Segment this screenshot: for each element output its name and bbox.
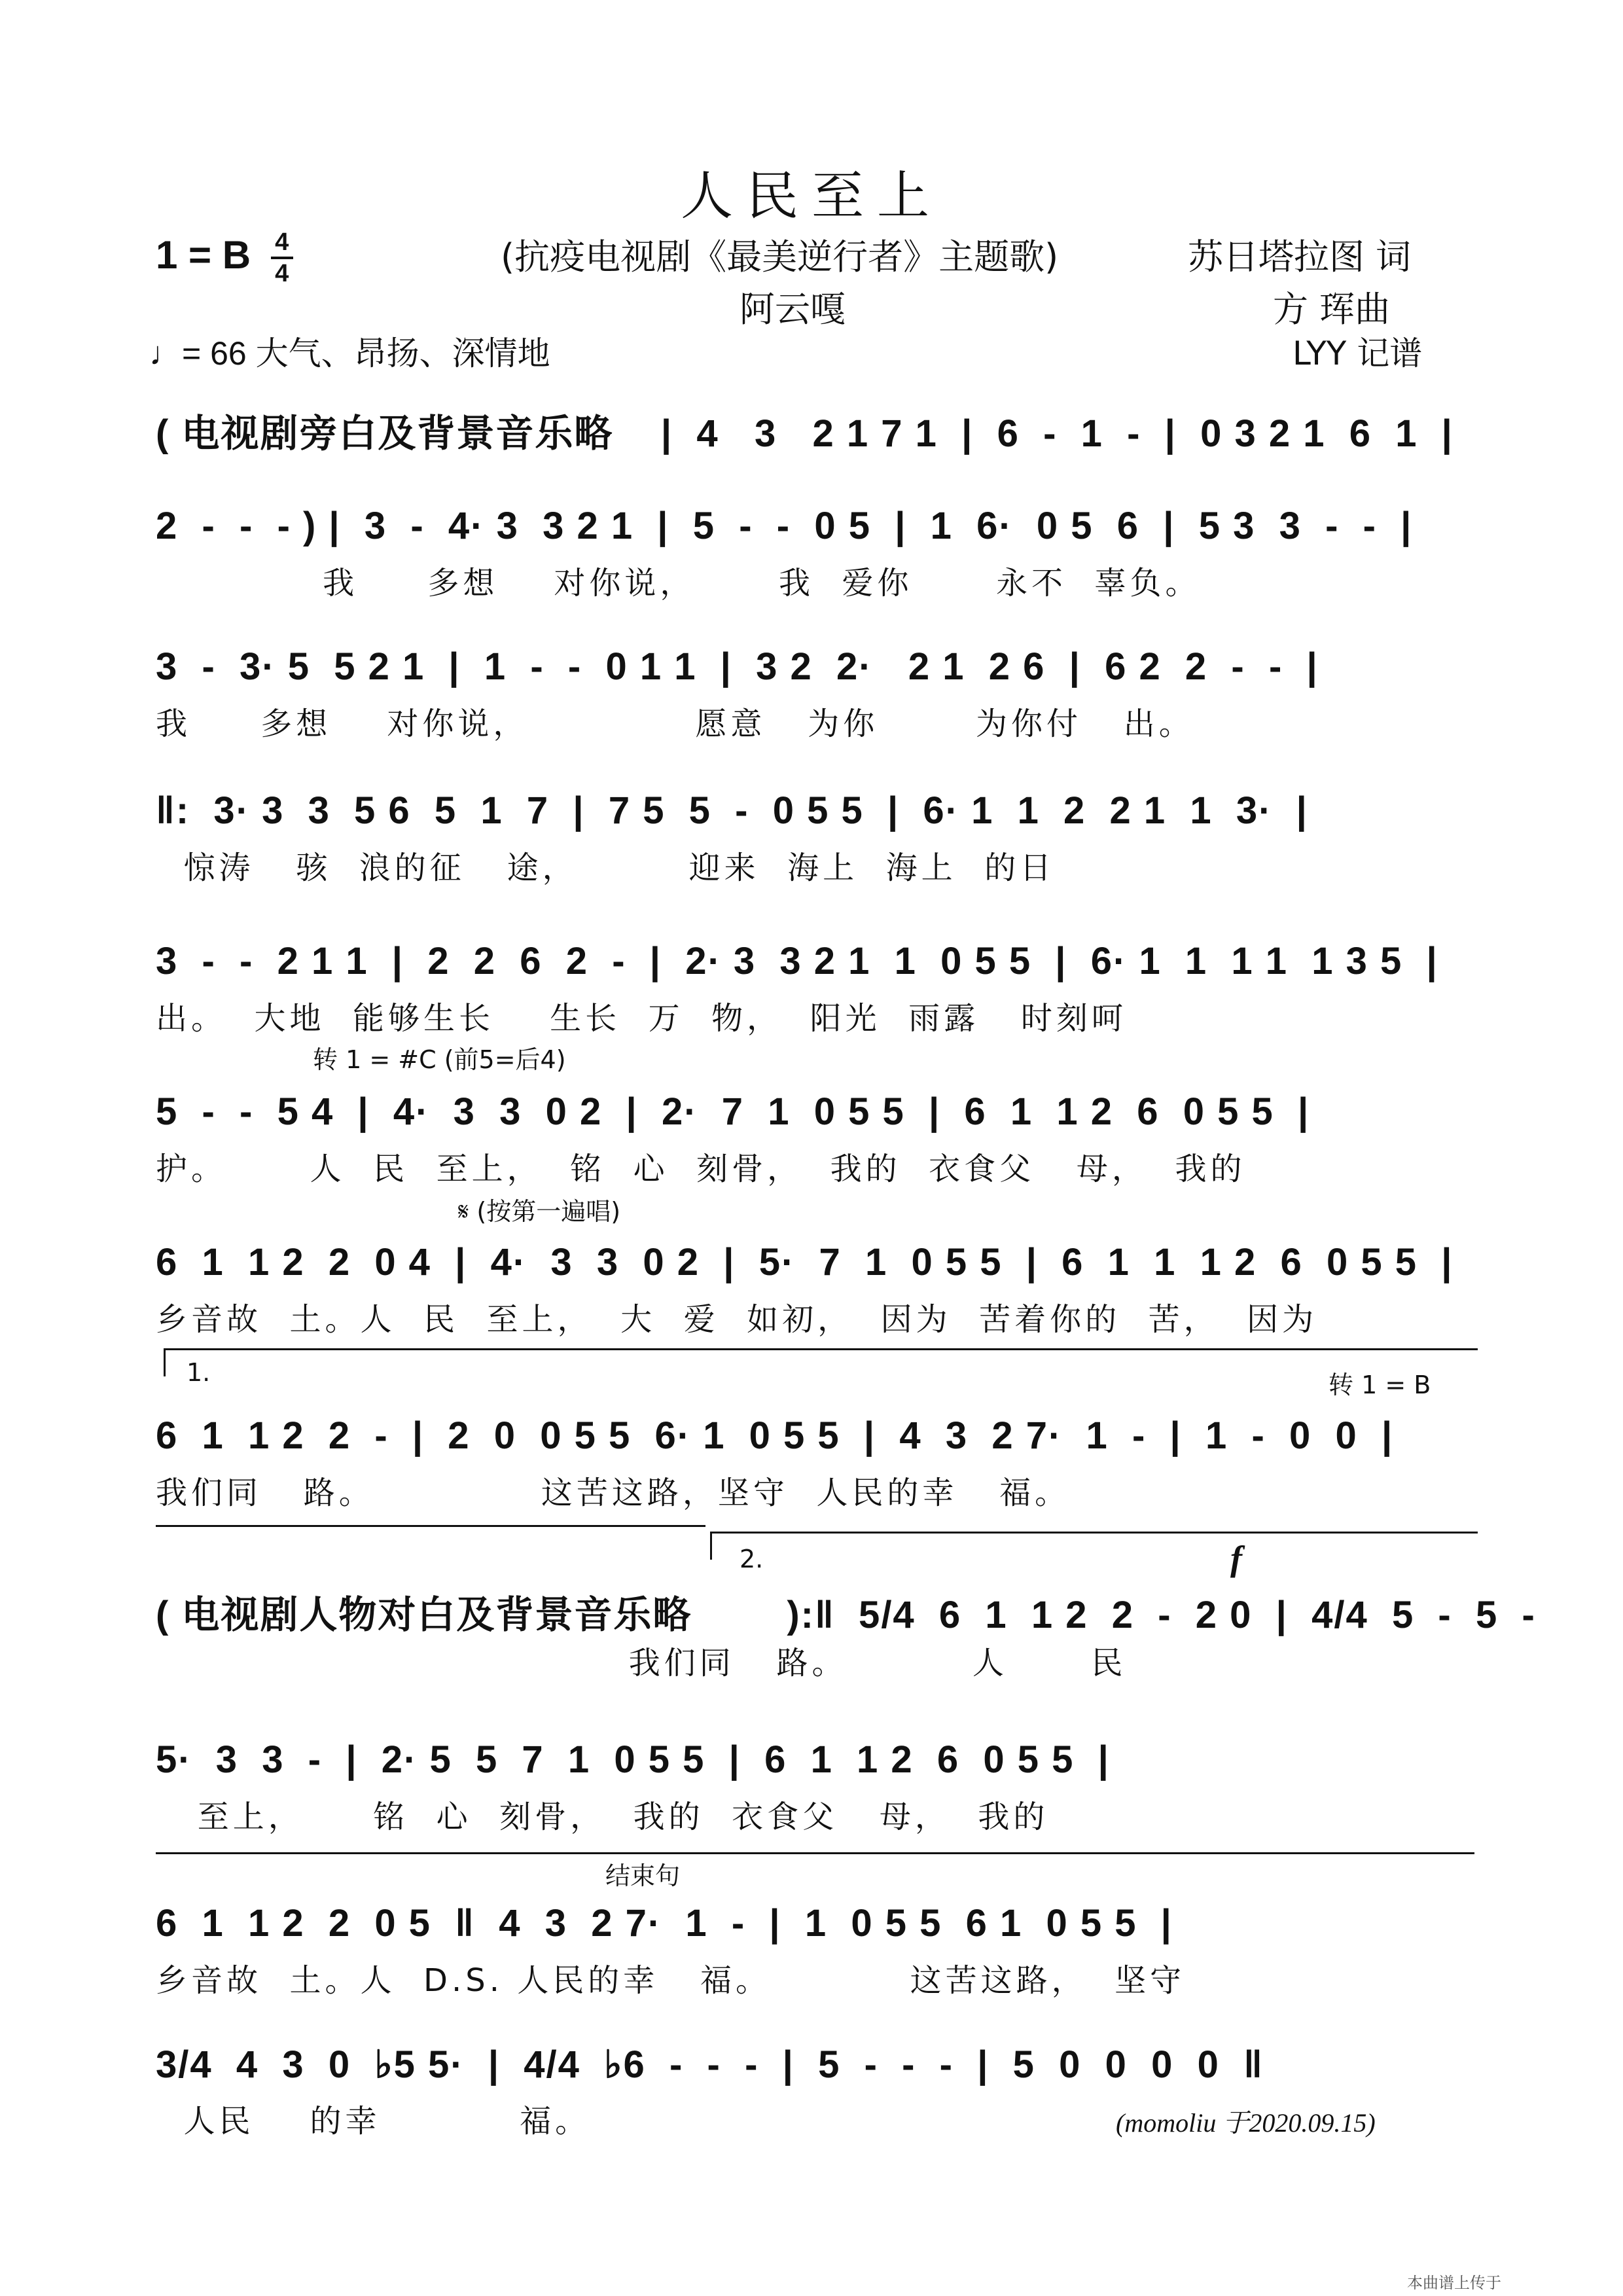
notes-6: 5 - - 5 4 | 4· 3 3 0 2 | 2· 7 1 0 5 5 | 6 1 1 2 6 0 5 5 | (156, 1090, 1310, 1133)
ending-label: 结束句 (605, 1861, 681, 1890)
time-top: 4 (275, 228, 289, 256)
music-line-3 (156, 645, 1474, 776)
lyrics-9: 我们同 路。 人 民 (156, 1645, 1127, 1681)
lyrics-7: 乡音故 土。人 民 至上， 大 爱 如初， 因为 苦着你的 苦， 因为 (156, 1301, 1318, 1338)
time-signature (271, 229, 293, 287)
ds-annotation: 𝄋 (按第一遍唱) (458, 1197, 621, 1226)
music-line-9 (156, 1584, 1536, 1715)
music-line-10 (156, 1738, 1474, 1869)
notes-12: 3/4 4 3 0 ♭5 5· | 4/4 ♭6 - - - | 5 - - - | 5 0 0 0 0 ‖ (156, 2043, 1264, 2086)
notes-8: 6 1 1 2 2 - | 2 0 0 5 5 6· 1 0 5 5 | 4 3 2 7· 1 - | 1 - 0 0 | (156, 1414, 1394, 1457)
music-line-8 (156, 1414, 1474, 1545)
notes-1: ( 电视剧旁白及背景音乐略 | 4 3 2 1 7 1 | 6 - 1 - | 0 3 2 1 6 1 | (156, 412, 1454, 455)
lyrics-12: 人民 的幸 福。 (156, 2103, 591, 2140)
lyrics-8: 我们同 路。 这苦这路，坚守 人民的幸 福。 (156, 1475, 1071, 1511)
notes-10: 5· 3 3 - | 2· 5 5 7 1 0 5 5 | 6 1 1 2 6 0 5 5 | (156, 1738, 1110, 1781)
transcriber: LYY 记谱 (1293, 334, 1423, 372)
notes-9: ( 电视剧人物对白及背景音乐略 ):‖ 5/4 6 1 1 2 2 - 2 0 | 4/4 5 - 5 - (156, 1594, 1536, 1636)
key-signature (156, 229, 293, 287)
modulation-annotation: 转 1 = #C (前5=后4) (313, 1045, 566, 1074)
time-bottom: 4 (275, 260, 289, 287)
lyrics-2: 我 多想 对你说， 我 爱你 永不 辜负。 (156, 565, 1201, 601)
lyricist: 苏日塔拉图 词 (1188, 236, 1412, 278)
notes-11: 6 1 1 2 2 0 5 ‖ 4 3 2 7· 1 - | 1 0 5 5 6 1 0 5 5 | (156, 1902, 1173, 1945)
lyrics-6: 护。 人 民 至上， 铭 心 刻骨， 我的 衣食父 母， 我的 (156, 1151, 1246, 1187)
volta-1: 1. (187, 1358, 211, 1387)
lyrics-4: 惊涛 骇 浪的征 途， 迎来 海上 海上 的日 (156, 850, 1056, 886)
tempo-marking: ♩= 66 大气、昂扬、深情地 (149, 335, 550, 372)
music-line-7 (156, 1240, 1474, 1371)
notes-3: 3 - 3· 5 5 2 1 | 1 - - 0 1 1 | 3 2 2· 2 1 2 6 | 6 2 2 - - | (156, 645, 1319, 688)
music-line-2 (156, 504, 1474, 635)
subtitle: (抗疫电视剧《最美逆行者》主题歌) (501, 236, 1059, 278)
dynamic-marking: f (1230, 1539, 1242, 1578)
key-label: 1 = B (156, 232, 251, 277)
uploader-note: 本曲谱上传于 (1407, 2274, 1501, 2292)
music-line-5 (156, 939, 1474, 1070)
lyrics-5: 出。 大地 能够生长 生长 万 物， 阳光 雨露 时刻呵 (156, 1000, 1127, 1037)
lyrics-11: 乡音故 土。人 D.S. 人民的幸 福。 这苦这路， 坚守 (156, 1962, 1186, 1999)
music-line-4 (156, 789, 1474, 920)
notes-2: 2 - - - ) | 3 - 4· 3 3 2 1 | 5 - - 0 5 | 1 6· 0 5 6 | 5 3 3 - - | (156, 505, 1413, 547)
composer: 方 珲曲 (1273, 289, 1391, 330)
notes-5: 3 - - 2 1 1 | 2 2 6 2 - | 2· 3 3 2 1 1 0 5 5 | 6· 1 1 1 1 1 3 5 | (156, 940, 1438, 982)
lyrics-3: 我 多想 对你说， 愿意 为你 为你付 出。 (156, 706, 1194, 742)
music-line-11 (156, 1901, 1474, 2032)
volta-2: 2. (740, 1545, 764, 1573)
singer: 阿云嘎 (740, 289, 846, 330)
song-title: 人民至上 (681, 166, 942, 226)
lyrics-10: 至上， 铭 心 刻骨， 我的 衣食父 母， 我的 (156, 1799, 1049, 1835)
notes-4: ‖: 3· 3 3 5 6 5 1 7 | 7 5 5 - 0 5 5 | 6· 1 1 2 2 1 1 3· | (156, 789, 1308, 832)
notes-7: 6 1 1 2 2 0 4 | 4· 3 3 0 2 | 5· 7 1 0 5 5 | 6 1 1 1 2 6 0 5 5 | (156, 1241, 1454, 1283)
modulation-annotation-2: 转 1 = B (1329, 1371, 1431, 1399)
music-line-6 (156, 1090, 1474, 1221)
transcriber-signature: (momoliu 于2020.09.15) (1116, 2108, 1376, 2138)
